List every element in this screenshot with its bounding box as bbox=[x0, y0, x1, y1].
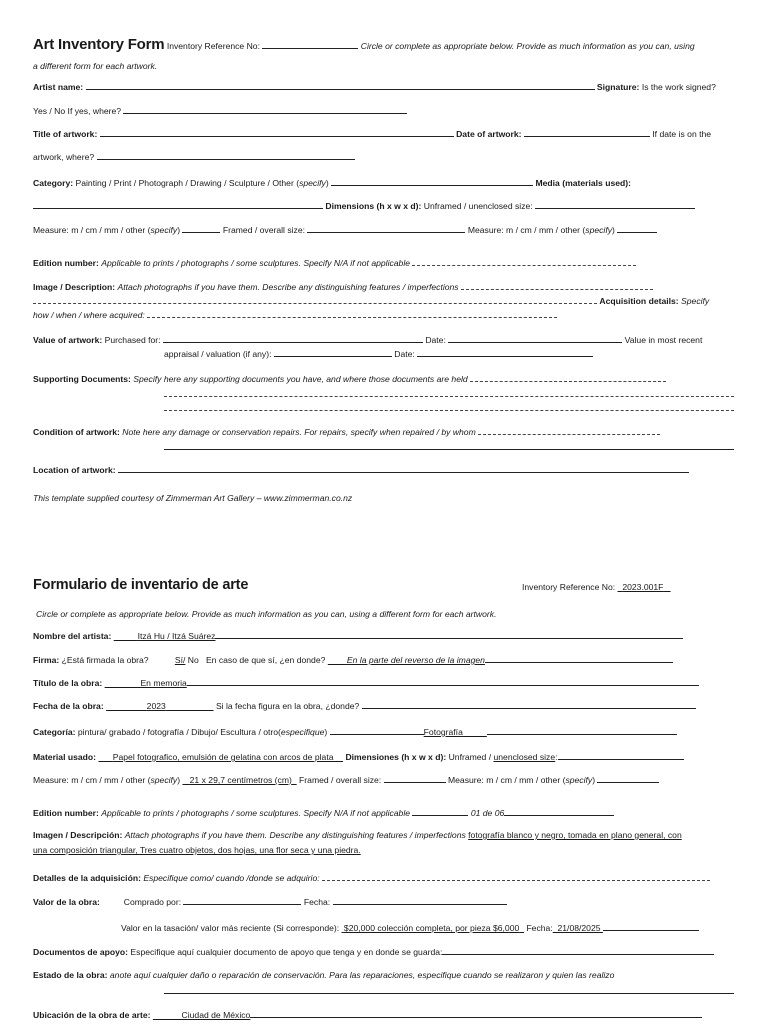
es-imagen-line-2 bbox=[33, 844, 736, 856]
en-condition-label: Condition of artwork: bbox=[33, 427, 120, 437]
en-framed: Framed / overall size: bbox=[222, 225, 306, 235]
es-material-line: Material usado: Papel fotografico, emulsión de gelatina con arcos de plata Dimensiones (h x w x d): Unframed / unenclosed size: bbox=[33, 750, 736, 763]
es-estado-label: Estado de la obra: bbox=[33, 970, 108, 980]
es-comprado: Comprado por: bbox=[123, 897, 182, 907]
en-location-line bbox=[33, 463, 736, 476]
es-docs-field[interactable] bbox=[442, 945, 714, 955]
es-imagen-value-1[interactable]: fotografía blanco y negro, tomada en plano general, con bbox=[468, 830, 682, 840]
es-ref-label: Inventory Reference No: bbox=[522, 582, 616, 592]
en-support-note: Specify here any supporting documents you have, and where those documents are held bbox=[133, 374, 468, 384]
en-edition-field[interactable] bbox=[412, 256, 636, 266]
en-category-other-field[interactable] bbox=[331, 176, 533, 186]
es-fecha-compra: Fecha: bbox=[303, 897, 331, 907]
es-valor-label: Valor de la obra: bbox=[33, 897, 100, 907]
es-artist-field[interactable]: Itzá Hu / Itzá Suárez bbox=[137, 631, 216, 641]
es-titulo-field-rest[interactable] bbox=[187, 676, 699, 686]
es-ref bbox=[522, 579, 671, 594]
es-measure-line bbox=[33, 773, 736, 786]
es-measure-2[interactable]: Measure: m / cm / mm / other (specify) bbox=[447, 775, 596, 785]
en-measure-2-field[interactable] bbox=[617, 223, 657, 233]
es-fecha-compra-field[interactable] bbox=[333, 895, 507, 905]
es-valor-fecha[interactable]: 21/08/2025 bbox=[557, 923, 601, 933]
es-intro: Circle or complete as appropriate below. Provide as much information as you can, using a different form for each artwork. bbox=[36, 609, 497, 619]
es-adq-label: Detalles de la adquisición: bbox=[33, 873, 141, 883]
es-categoria-label: Categoría: bbox=[33, 727, 76, 737]
es-firma-line bbox=[33, 653, 736, 666]
en-title-line bbox=[33, 37, 736, 54]
es-firma-si[interactable]: Sí/ bbox=[174, 655, 186, 665]
es-ref-value[interactable]: 2023.001F bbox=[622, 582, 664, 592]
es-ubic-field-rest[interactable] bbox=[250, 1008, 702, 1018]
es-estado-field[interactable] bbox=[164, 993, 734, 994]
en-purchase-date-field[interactable] bbox=[448, 333, 622, 343]
en-support-field-3[interactable] bbox=[164, 410, 734, 411]
es-edition-label: Edition number: bbox=[33, 808, 99, 818]
en-appraisal-line bbox=[164, 347, 736, 360]
es-firma-q: ¿Está firmada la obra? bbox=[61, 655, 149, 665]
es-edition-note: Applicable to prints / photographs / some sculptures. Specify N/A if not applicable bbox=[101, 808, 411, 818]
en-date-label: Date of artwork: bbox=[456, 129, 522, 139]
es-firma-value[interactable]: En la parte del reverso de la imagen bbox=[346, 655, 485, 665]
en-dims-field[interactable] bbox=[535, 199, 695, 209]
en-media-label: Media (materials used): bbox=[535, 178, 631, 188]
es-adq-line bbox=[33, 871, 736, 884]
en-media-field[interactable] bbox=[33, 199, 323, 209]
es-ubic-line bbox=[33, 1008, 736, 1021]
es-fecha-q: Si la fecha figura en la obra, ¿donde? bbox=[215, 701, 360, 711]
en-category-options[interactable]: Painting / Print / Photograph / Drawing / Sculpture / Other (specify) bbox=[75, 178, 329, 188]
en-support-label: Supporting Documents: bbox=[33, 374, 131, 384]
en-image-label: Image / Description: bbox=[33, 282, 116, 292]
en-measure-1[interactable]: Measure: m / cm / mm / other (specify) bbox=[33, 225, 181, 235]
en-acq-line bbox=[33, 294, 736, 307]
en-value-line bbox=[33, 333, 736, 346]
es-valor-fecha-label: Fecha: bbox=[526, 923, 553, 933]
es-firma-label: Firma: bbox=[33, 655, 60, 665]
es-categoria-line bbox=[33, 725, 736, 738]
en-acq-field[interactable] bbox=[147, 308, 557, 318]
en-signed-where-field[interactable] bbox=[123, 104, 407, 114]
es-categoria-pad[interactable] bbox=[330, 725, 424, 735]
es-comprado-field[interactable] bbox=[183, 895, 301, 905]
es-categoria-options[interactable]: pintura/ grabado / fotografía / Dibujo/ Escultura / otro(especifique) bbox=[77, 727, 328, 737]
es-framed: Framed / overall size: bbox=[299, 775, 382, 785]
en-signature-label: Signature: bbox=[596, 82, 640, 92]
en-courtesy-note: This template supplied courtesy of Zimmerman Art Gallery – www.zimmerman.co.nz bbox=[33, 493, 353, 503]
en-intro-2: a different form for each artwork. bbox=[33, 61, 158, 71]
es-categoria-field-rest[interactable] bbox=[487, 725, 677, 735]
es-adq-note: Especifique como/ cuando /donde se adquirio: bbox=[143, 873, 320, 883]
es-edition-pad[interactable] bbox=[412, 806, 468, 816]
es-categoria-value[interactable]: Fotografía_____ bbox=[423, 727, 487, 737]
en-intro-1: Circle or complete as appropriate below. Provide as much information as you can, using bbox=[360, 41, 695, 51]
es-adq-field[interactable] bbox=[322, 871, 710, 881]
en-measure-2[interactable]: Measure: m / cm / mm / other (specify) bbox=[467, 225, 615, 235]
en-condition-note: Note here any damage or conservation repairs. For repairs, specify when repaired / by whom bbox=[122, 427, 476, 437]
es-titulo-label: Título de la obra: bbox=[33, 678, 103, 688]
en-yesno[interactable]: Yes / No If yes, where? bbox=[33, 106, 122, 116]
es-fecha-where-field[interactable] bbox=[362, 699, 696, 709]
en-date-1: Date: bbox=[425, 335, 446, 345]
es-valor-fecha-rest[interactable] bbox=[603, 921, 699, 931]
es-dims-opt-a[interactable]: Unframed / bbox=[448, 752, 492, 762]
es-ubic-label: Ubicación de la obra de arte: bbox=[33, 1010, 151, 1020]
en-date-2: Date: bbox=[394, 349, 415, 359]
es-artist-line bbox=[33, 629, 736, 642]
en-image-note: Attach photographs if you have them. Describe any distinguishing features / imperfections bbox=[117, 282, 459, 292]
es-imagen-note: Attach photographs if you have them. Describe any distinguishing features / imperfections bbox=[124, 830, 466, 840]
en-edition-note: Applicable to prints / photographs / some sculptures. Specify N/A if not applicable bbox=[101, 258, 411, 268]
en-value-recent: Value in most recent bbox=[624, 335, 703, 345]
es-titulo-line bbox=[33, 676, 736, 689]
es-valor-line bbox=[33, 895, 736, 908]
es-framed-field[interactable] bbox=[384, 773, 446, 783]
es-measure-2-field[interactable] bbox=[597, 773, 659, 783]
es-measure-value[interactable]: 21 x 29,7 centímetros (cm) bbox=[189, 775, 292, 785]
en-artist-line bbox=[33, 80, 736, 93]
en-purchased-field[interactable] bbox=[163, 333, 423, 343]
en-image-field-1[interactable] bbox=[461, 280, 653, 290]
en-condition-field-1[interactable] bbox=[478, 425, 660, 435]
en-date-where-field[interactable] bbox=[97, 150, 355, 160]
en-purchased: Purchased for: bbox=[104, 335, 161, 345]
es-material-label: Material usado: bbox=[33, 752, 97, 762]
en-dimensions-line bbox=[33, 199, 736, 212]
en-edition-line bbox=[33, 256, 736, 269]
en-edition-label: Edition number: bbox=[33, 258, 99, 268]
en-artist-label: Artist name: bbox=[33, 82, 84, 92]
es-artist-label: Nombre del artista: bbox=[33, 631, 112, 641]
es-titulo-field[interactable]: En memoria bbox=[140, 678, 187, 688]
es-valor-tasacion: Valor en la tasación/ valor más reciente (Si corresponde): bbox=[121, 923, 340, 933]
es-edition-line bbox=[33, 806, 736, 819]
en-appraisal-date-field[interactable] bbox=[417, 347, 593, 357]
en-image-field-2[interactable] bbox=[33, 294, 597, 304]
en-condition-line bbox=[33, 425, 736, 438]
es-fecha-label: Fecha de la obra: bbox=[33, 701, 104, 711]
en-category-label: Category: bbox=[33, 178, 74, 188]
en-image-line bbox=[33, 280, 736, 293]
es-fecha-field[interactable]: 2023 bbox=[146, 701, 166, 711]
en-signed-line bbox=[33, 104, 736, 117]
es-title-line bbox=[33, 577, 736, 594]
en-signature-q: Is the work signed? bbox=[641, 82, 716, 92]
en-acq-line-2 bbox=[33, 308, 736, 321]
es-form-title: Formulario de inventario de arte bbox=[33, 577, 249, 593]
en-appraisal-field[interactable] bbox=[274, 347, 392, 357]
es-fecha-line bbox=[33, 699, 736, 712]
en-title-label: Title of artwork: bbox=[33, 129, 98, 139]
es-dims-opt-b[interactable]: unenclosed size bbox=[493, 752, 556, 762]
es-imagen-value-2[interactable]: una composición triangular, Tres cuatro objetos, dos hojas, una flor seca y una piedra. bbox=[33, 845, 361, 855]
es-estado-line bbox=[33, 969, 736, 981]
en-measure-line bbox=[33, 223, 736, 236]
en-date-field[interactable] bbox=[524, 127, 650, 137]
es-edition-field-rest[interactable] bbox=[504, 806, 614, 816]
es-valor-value[interactable]: $20,000 colección completa, por pieza $6,000 bbox=[343, 923, 520, 933]
en-framed-field[interactable] bbox=[307, 223, 465, 233]
en-date-q: If date is on the bbox=[652, 129, 712, 139]
es-ubic-value[interactable]: Ciudad de México bbox=[181, 1010, 251, 1020]
es-dims-label: Dimensiones (h x w x d): bbox=[345, 752, 447, 762]
en-location-field[interactable] bbox=[118, 463, 689, 473]
en-support-line bbox=[33, 372, 736, 385]
es-dims-field[interactable] bbox=[558, 750, 684, 760]
en-value-label: Value of artwork: bbox=[33, 335, 103, 345]
en-condition-field-2[interactable] bbox=[164, 449, 734, 450]
en-appraisal: appraisal / valuation (if any): bbox=[164, 349, 272, 359]
es-estado-note: anote aquí cualquier daño o reparación de conservación. Para las reparaciones, especifique cuando se realizaron y quien las realizo bbox=[109, 970, 615, 980]
en-dims-label: Dimensions (h x w x d): bbox=[325, 201, 422, 211]
en-ref-label: Inventory Reference No: bbox=[166, 41, 260, 51]
en-measure-1-field[interactable] bbox=[182, 223, 220, 233]
es-measure-1[interactable]: Measure: m / cm / mm / other (specify) bbox=[33, 775, 181, 785]
en-support-field-1[interactable] bbox=[470, 372, 666, 382]
en-acq-note-2: how / when / where acquired: bbox=[33, 310, 145, 320]
en-acq-note-1: Specify bbox=[681, 296, 710, 306]
en-location-label: Location of artwork: bbox=[33, 465, 116, 475]
en-artist-field[interactable] bbox=[86, 80, 595, 90]
en-form-title: Art Inventory Form bbox=[33, 37, 165, 53]
es-firma-where: En caso de que sí, ¿en donde? bbox=[205, 655, 326, 665]
es-firma-no[interactable]: No bbox=[187, 655, 199, 665]
en-title-field[interactable] bbox=[100, 127, 454, 137]
es-material-value[interactable]: Papel fotografico, emulsión de gelatina con arcos de plata bbox=[112, 752, 334, 762]
en-ref-field[interactable] bbox=[262, 39, 358, 49]
es-tasacion-line bbox=[121, 921, 736, 934]
es-docs-line bbox=[33, 945, 736, 958]
en-date-where-line bbox=[33, 150, 736, 163]
es-docs-label: Documentos de apoyo: bbox=[33, 947, 129, 957]
es-edition-value[interactable]: 01 de 06 bbox=[470, 808, 505, 818]
es-docs-note: Especifique aquí cualquier documento de apoyo que tenga y en donde se guarda: bbox=[130, 947, 443, 957]
en-dims-opts[interactable]: Unframed / unenclosed size: bbox=[423, 201, 533, 211]
en-support-field-2[interactable] bbox=[164, 396, 734, 397]
en-category-line bbox=[33, 176, 736, 189]
es-imagen-line bbox=[33, 829, 736, 841]
es-imagen-label: Imagen / Descripción: bbox=[33, 830, 123, 840]
en-acq-label: Acquisition details: bbox=[599, 296, 679, 306]
en-date-where: artwork, where? bbox=[33, 152, 95, 162]
es-firma-field-rest[interactable] bbox=[485, 653, 673, 663]
es-artist-field-rest[interactable] bbox=[215, 629, 683, 639]
en-title-artwork-line bbox=[33, 127, 736, 140]
